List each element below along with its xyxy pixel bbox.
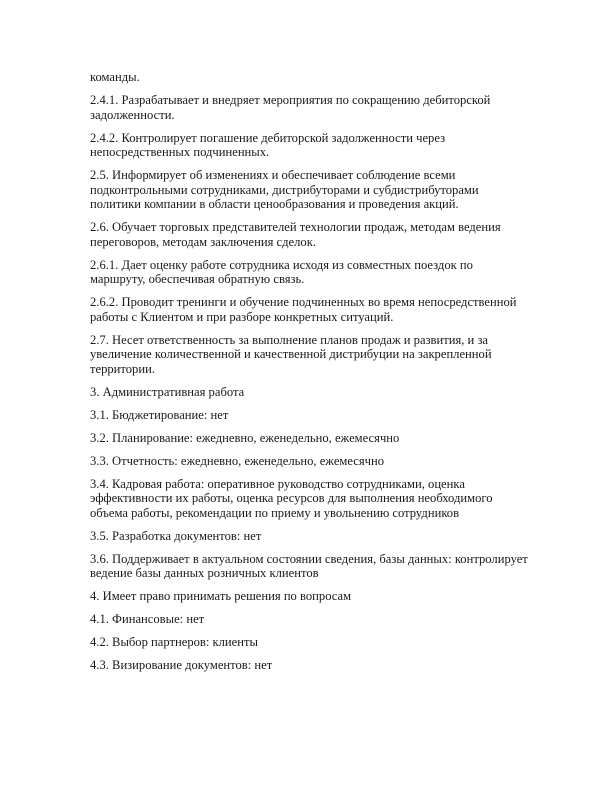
- paragraph-3-5: 3.5. Разработка документов: нет: [90, 528, 262, 543]
- paragraph-4-1: 4.1. Финансовые: нет: [90, 612, 205, 626]
- document-page: [90, 70, 530, 681]
- paragraph-2-6: 2.6. Обучает торговых представителей технологии продаж, методам ведения переговоров, методам заключения сделок.: [90, 220, 501, 249]
- paragraph-3-3: 3.3. Отчетность: ежедневно, еженедельно, ежемесячно: [90, 453, 385, 468]
- paragraph-3-4: 3.4. Кадровая работа: оперативное руководство сотрудниками, оценка эффективности их работы, оценка ресурсов для выполнения необходимого объема работы, рекомендации по приему и увольнению сотрудников: [90, 476, 493, 520]
- paragraph-2-6-1: 2.6.1. Дает оценку работе сотрудника исходя из совместных поездок по маршруту, обеспечивая обратную связь.: [90, 257, 473, 286]
- paragraph-2-4-1: 2.4.1. Разрабатывает и внедряет мероприятия по сокращению дебиторской задолженности.: [90, 93, 491, 122]
- paragraph-3-2: 3.2. Планирование: ежедневно, еженедельно, ежемесячно: [90, 430, 400, 445]
- paragraph-3-6: 3.6. Поддерживает в актуальном состоянии сведения, базы данных: контролирует ведение базы данных розничных клиентов: [90, 551, 528, 580]
- paragraph-4-2: 4.2. Выбор партнеров: клиенты: [90, 635, 258, 649]
- paragraph-2-7: 2.7. Несет ответственность за выполнение планов продаж и развития, и за увеличение количественной и качественной дистрибуции на закрепленной территории.: [90, 332, 492, 376]
- paragraph-2-6-2: 2.6.2. Проводит тренинги и обучение подчиненных во время непосредственной работы с Клиентом и при разборе конкретных ситуаций.: [90, 295, 517, 324]
- section-heading-3: 3. Административная работа: [90, 384, 245, 399]
- paragraph-continuation: команды.: [90, 70, 140, 84]
- paragraph-4-3: 4.3. Визирование документов: нет: [90, 658, 273, 672]
- paragraph-3-1: 3.1. Бюджетирование: нет: [90, 407, 229, 422]
- paragraph-2-4-2: 2.4.2. Контролирует погашение дебиторской задолженности через непосредственных подчиненных.: [90, 130, 446, 159]
- paragraph-2-5: 2.5. Информирует об изменениях и обеспечивает соблюдение всеми подконтрольными сотрудниками, дистрибуторами и субдистрибуторами политики компании в области ценообразования и проведения акций.: [90, 168, 479, 211]
- section-heading-4: 4. Имеет право принимать решения по вопросам: [90, 589, 352, 603]
